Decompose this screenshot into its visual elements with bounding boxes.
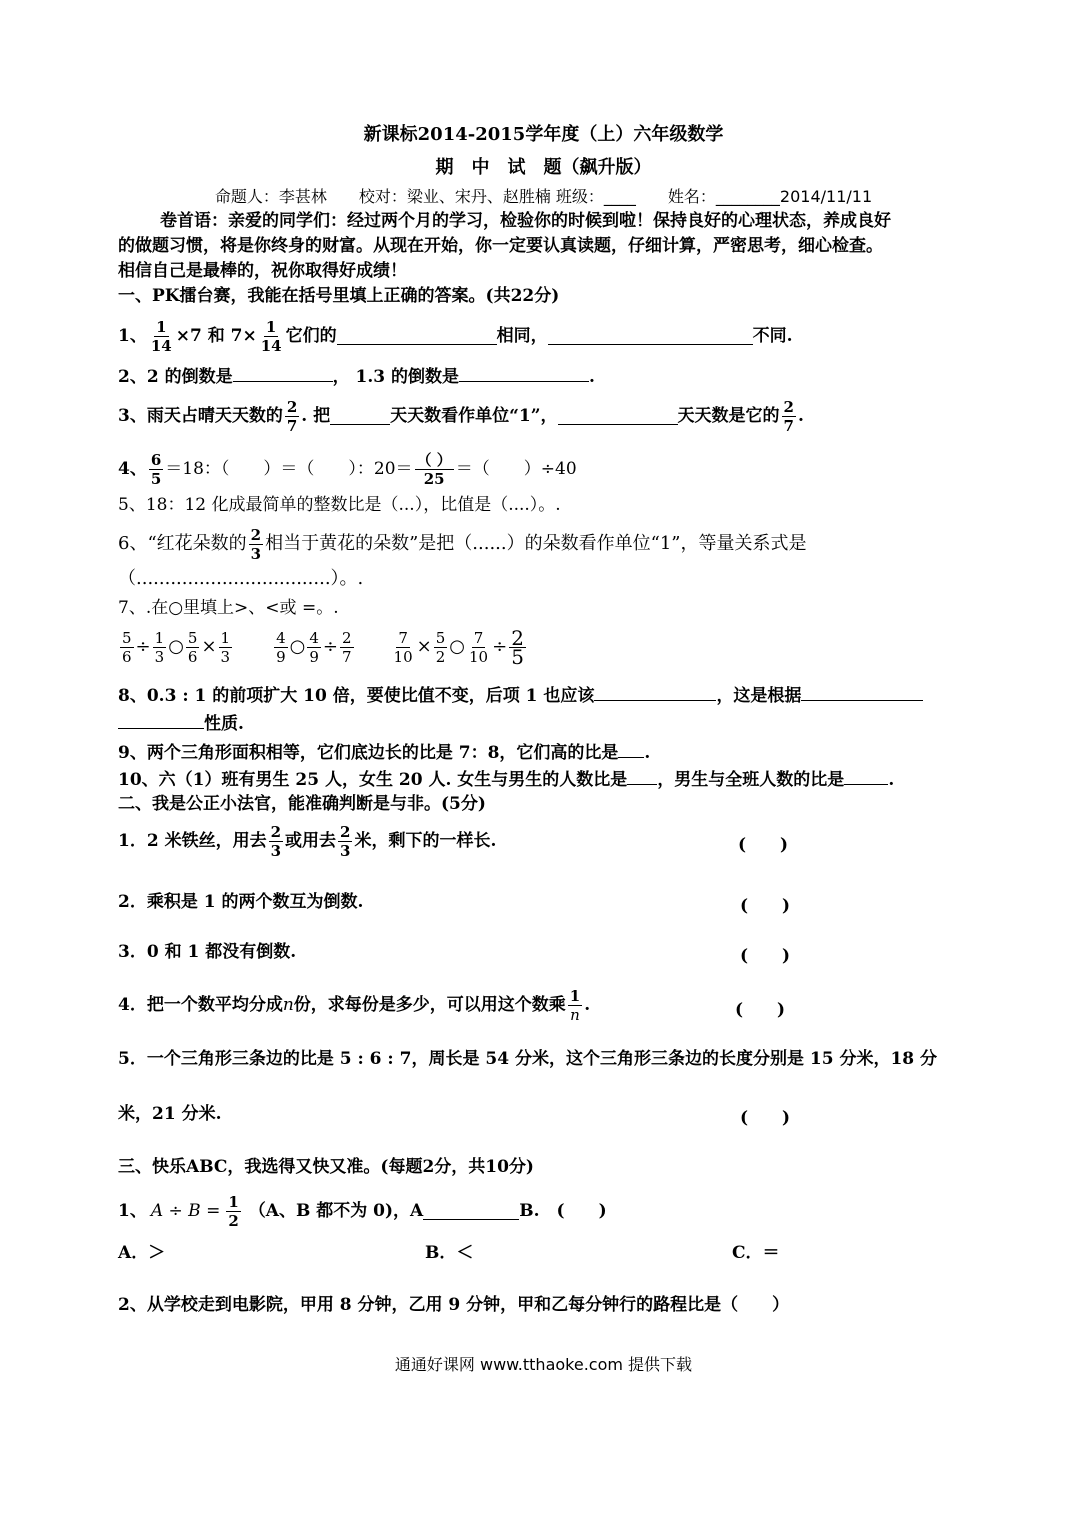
- s2-q4-text: 份，求每份是多少，可以用这个数乘: [293, 995, 566, 1015]
- section2-heading: 二、我是公正小法官，能准确判断是与非。(5分): [118, 794, 486, 814]
- answer-blank[interactable]: [618, 741, 644, 758]
- fraction: $\frac{6}{5}$: [150, 450, 162, 488]
- operator: ÷: [322, 636, 338, 657]
- s2-question-4: [118, 982, 590, 1028]
- fraction: $\frac{5}{2}$: [435, 628, 446, 666]
- q6-text: 6、“红花朵数的: [118, 533, 247, 554]
- s2-q4-text: .: [584, 995, 591, 1015]
- s2-q1-text: 1．2 米铁丝，用去: [118, 831, 267, 851]
- answer-blank[interactable]: [118, 712, 204, 729]
- judge-paren[interactable]: ( ): [740, 896, 791, 916]
- q10-text: ，男生与全班人数的比是: [657, 770, 845, 790]
- q1-text: 不同.: [752, 326, 793, 346]
- section3-heading: 三、快乐ABC，我选得又快又准。(每题2分，共10分): [118, 1157, 534, 1177]
- s2-question-2: 2．乘积是 1 的两个数互为倒数.: [118, 892, 364, 912]
- answer-blank[interactable]: [627, 768, 657, 785]
- judge-paren[interactable]: ( ): [738, 835, 789, 855]
- q10-text: .: [888, 770, 895, 790]
- q6-text: 相当于黄花的朵数”是把（......）的朵数看作单位“1”，等量关系式是: [265, 533, 807, 554]
- compare-circle[interactable]: ○: [289, 636, 306, 657]
- s2-question-1: [118, 818, 496, 864]
- exam-subtitle: 期 中 试 题（飙升版）: [435, 157, 652, 178]
- operator: ×: [416, 636, 432, 657]
- fraction: $\frac{5}{6}$: [122, 628, 132, 666]
- fraction: $\frac{2}{7}$: [783, 397, 794, 435]
- s3-q1-number: 1、: [118, 1201, 147, 1221]
- q4-text: ＝（ ）÷40: [455, 459, 577, 479]
- q3-text: .: [797, 406, 804, 426]
- q3-text: 天天数是它的: [677, 406, 780, 426]
- fraction: $\frac{7}{10}$: [393, 628, 413, 666]
- answer-blank[interactable]: [459, 365, 589, 382]
- option-b[interactable]: B．＜: [425, 1243, 474, 1263]
- operator: ÷: [492, 636, 508, 657]
- compare-circle[interactable]: ○: [168, 636, 184, 657]
- s3-question-2: 2、从学校走到电影院，甲用 8 分钟，乙用 9 分钟，甲和乙每分钟行的路程比是（ ）: [118, 1295, 790, 1315]
- answer-blank[interactable]: [844, 768, 888, 785]
- s1-question-2: [118, 365, 595, 388]
- s2-question-5: 5．一个三角形三条边的比是 5 : 6 : 7，周长是 54 分米，这个三角形三条边的长度分别是 15 分米，18 分: [118, 1049, 938, 1069]
- fraction: $\frac{1}{3}$: [220, 628, 231, 666]
- s1-question-8: [118, 684, 923, 707]
- s2-question-3: 3．0 和 1 都没有倒数.: [118, 942, 297, 962]
- q9-text: .: [644, 743, 651, 763]
- intro-line-1: 卷首语：亲爱的同学们：经过两个月的学习，检验你的时候到啦！保持良好的心理状态，养成良好: [160, 211, 891, 231]
- q2-text: ， 1.3 的倒数是: [332, 367, 459, 387]
- s1-question-8-cont: [118, 712, 244, 735]
- option-a[interactable]: A．＞: [118, 1243, 166, 1263]
- section1-heading: 一、PK擂台赛，我能在括号里填上正确的答案。(共22分): [118, 286, 560, 306]
- answer-blank[interactable]: [594, 684, 716, 701]
- s1-question-10: [118, 768, 894, 791]
- fraction: $\frac{2}{5}$: [511, 625, 524, 669]
- fraction: $\frac{7}{10}$: [469, 628, 489, 666]
- q3-text: . 把: [301, 406, 331, 426]
- s1-question-6: [118, 524, 806, 564]
- q10-text: 10、六（1）班有男生 25 人，女生 20 人. 女生与男生的人数比是: [118, 770, 628, 790]
- s3-q1-expr: A ÷ B =: [150, 1201, 221, 1221]
- q2-text: 2、2 的倒数是: [118, 367, 233, 387]
- answer-blank[interactable]: [423, 1203, 519, 1220]
- s1-question-7: 7、.在○里填上>、<或 =。.: [118, 598, 339, 618]
- fraction: $\frac{4}{9}$: [309, 628, 319, 666]
- variable-n: n: [282, 995, 294, 1015]
- judge-paren[interactable]: ( ): [740, 946, 791, 966]
- operator: ×: [201, 636, 217, 657]
- fraction: $\frac{2}{3}$: [250, 525, 262, 563]
- q4-number: 4、: [118, 459, 147, 479]
- fraction: $\frac{2}{3}$: [270, 822, 282, 860]
- fraction: $\frac{1}{n}$: [569, 986, 581, 1024]
- q1-text: 它们的: [285, 326, 337, 346]
- fraction: $\frac{1}{3}$: [154, 628, 165, 666]
- q8-text: ，这是根据: [716, 686, 802, 706]
- s1-question-5: 5、18：12 化成最简单的整数比是（...），比值是（....）。.: [118, 495, 561, 515]
- answer-blank[interactable]: [337, 328, 497, 345]
- fraction: $\frac{2}{7}$: [342, 628, 352, 666]
- s1-question-6-cont: （..................................）。.: [118, 568, 364, 589]
- q1-text: ×7 和 7×: [175, 326, 257, 346]
- answer-blank[interactable]: [233, 365, 333, 382]
- q9-text: 9、两个三角形面积相等，它们底边长的比是 7：8，它们高的比是: [118, 743, 619, 763]
- s2-q1-text: 或用去: [285, 831, 337, 851]
- q8-text: 8、0.3 : 1 的前项扩大 10 倍，要使比值不变，后项 1 也应该: [118, 686, 595, 706]
- judge-paren[interactable]: ( ): [740, 1108, 791, 1128]
- option-c[interactable]: C．＝: [732, 1243, 780, 1263]
- intro-line-2: 的做题习惯，将是你终身的财富。从现在开始，你一定要认真读题，仔细计算，严密思考，细心检查。: [118, 236, 883, 256]
- q3-text: 3、雨天占晴天天数的: [118, 406, 283, 426]
- answer-blank[interactable]: [558, 408, 678, 425]
- intro-line-3: 相信自己是最棒的，祝你取得好成绩！: [118, 261, 407, 281]
- s1-question-3: [118, 394, 804, 438]
- fraction: $\frac{1}{14}$: [260, 317, 282, 355]
- operator: ÷: [135, 636, 151, 657]
- exam-meta: 命题人：李甚林 校对：梁业、宋丹、赵胜楠 班级：____ 姓名：________2014/11/11: [214, 187, 873, 206]
- s3-question-1: [118, 1188, 607, 1234]
- s2-q4-text: 4．把一个数平均分成: [118, 995, 283, 1015]
- fraction: $\frac{1}{14}$: [150, 317, 172, 355]
- q3-text: 天天数看作单位“1”，: [390, 406, 558, 426]
- s3-q1-text: B. ( ): [519, 1201, 607, 1221]
- fraction: $\frac{1}{2}$: [228, 1192, 239, 1230]
- fraction: $\frac{( )}{25}$: [416, 450, 452, 488]
- fraction: $\frac{5}{6}$: [187, 628, 198, 666]
- s1-question-1: [118, 314, 793, 358]
- s1-question-9: [118, 741, 650, 764]
- s3-q1-text: （A、B 都不为 0)，A: [248, 1201, 424, 1221]
- q8-text: 性质.: [204, 714, 244, 734]
- s2-question-5-cont: 米，21 分米.: [118, 1104, 222, 1124]
- s2-q1-text: 米，剩下的一样长.: [354, 831, 497, 851]
- page-footer: 通通好课网 www.tthaoke.com 提供下载: [394, 1355, 693, 1374]
- answer-blank[interactable]: [330, 408, 390, 425]
- q4-text: ＝18：（ ）＝（ ）：20＝: [165, 459, 413, 479]
- q1-text: 相同，: [496, 326, 548, 346]
- fraction: $\frac{4}{9}$: [276, 628, 286, 666]
- fraction: $\frac{2}{7}$: [286, 397, 298, 435]
- judge-paren[interactable]: ( ): [735, 1000, 786, 1020]
- fraction: $\frac{2}{3}$: [340, 822, 351, 860]
- answer-blank[interactable]: [801, 684, 923, 701]
- s1-question-4: [118, 447, 577, 491]
- q2-text: .: [589, 367, 595, 387]
- q7-expressions: [118, 622, 528, 672]
- answer-blank[interactable]: [548, 328, 753, 345]
- compare-circle[interactable]: ○: [449, 636, 465, 657]
- exam-title: 新课标2014-2015学年度（上）六年级数学: [363, 124, 724, 145]
- q1-number: 1、: [118, 326, 147, 346]
